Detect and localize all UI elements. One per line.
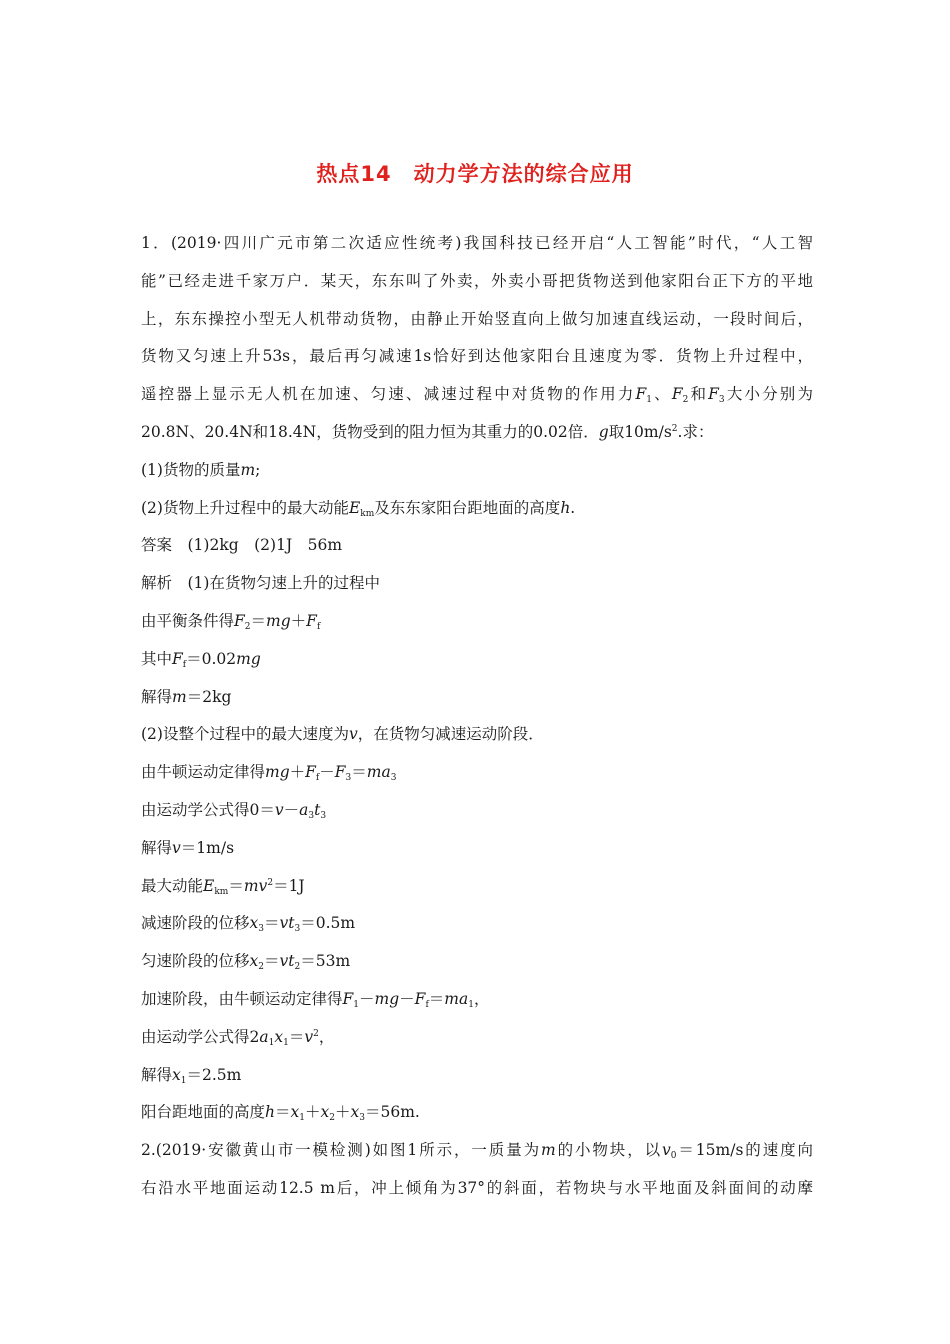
solution-step-5: 由牛顿运动定律得$mg+F_f-F_3=ma_3$: [141, 763, 397, 784]
p1-line-6: 20.8N、20.4N和18.4N，货物受到的阻力恒为其重力的0.02倍．g取$10m/s^2$.求：: [141, 422, 714, 441]
document-body: [141, 225, 813, 1208]
solution-step-3: 解得m＝2kg: [141, 687, 232, 706]
p2-line-2: 右沿水平地面运动12.5 m后，冲上倾角为37°的斜面，若物块与水平地面及斜面间的动摩: [141, 1178, 813, 1197]
solution-step-7: 解得v＝1m/s: [141, 838, 235, 857]
solution-step-4: (2)设整个过程中的最大速度为v，在货物匀减速运动阶段．: [141, 725, 544, 744]
title-prefix: 热点14: [316, 162, 392, 186]
solution-step-11: 加速阶段，由牛顿运动定律得$F_1-mg-F_f=ma_1$，: [141, 989, 490, 1010]
p1-line-2: 能”已经走进千家万户．某天，东东叫了外卖，外卖小哥把货物送到他家阳台正下方的平地: [141, 271, 813, 290]
question-2: (2)货物上升过程中的最大动能$E_{km}$及东东家阳台距地面的高度h.: [141, 498, 576, 519]
solution-step-9: 减速阶段的位移$x_3=vt_3=0.5m$: [141, 914, 356, 935]
p2-line-1: 2.(2019·安徽黄山市一模检测)如图1所示，一质量为m的小物块，以$v_0=15m/s$的速度向: [141, 1141, 813, 1162]
answer-line: 答案 (1)2kg (2)1J 56m: [141, 536, 343, 555]
question-1: (1)货物的质量m;: [141, 460, 261, 479]
solution-step-10: 匀速阶段的位移$x_2=vt_2=53m$: [141, 952, 351, 973]
p1-line-1: 1．(2019·四川广元市第二次适应性统考)我国科技已经开启“人工智能”时代，“人工智: [141, 234, 813, 252]
page-title: [0, 158, 950, 188]
solution-step-1: 由平衡条件得$F_2=mg+F_f$: [141, 611, 321, 632]
solution-step-6: 由运动学公式得$0=v-a_3t_3$: [141, 800, 327, 821]
solution-step-14: 阳台距地面的高度$h=x_1+x_2+x_3=56m$.: [141, 1103, 420, 1124]
solution-step-13: 解得$x_1=2.5m$: [141, 1065, 242, 1086]
p1-line-3: 上，东东操控小型无人机带动货物，由静止开始竖直向上做匀加速直线运动，一段时间后，: [141, 309, 813, 328]
title-main: 动力学方法的综合应用: [413, 162, 634, 186]
solution-step-2: 其中$F_f=0.02mg$: [141, 649, 261, 670]
solution-step-8: 最大动能$E_{km}=mv^2=1J$: [141, 876, 305, 897]
solution-step-12: 由运动学公式得$2a_1x_1=v^2$，: [141, 1027, 335, 1048]
p1-line-4: 货物又匀速上升53s，最后再匀减速1s恰好到达他家阳台且速度为零．货物上升过程中，: [141, 347, 813, 366]
p1-line-5: 遥控器上显示无人机在加速、匀速、减速过程中对货物的作用力$F_1$、$F_2$和$F_3$大小分别为: [141, 385, 813, 406]
analysis-line: 解析 (1)在货物匀速上升的过程中: [141, 574, 380, 593]
